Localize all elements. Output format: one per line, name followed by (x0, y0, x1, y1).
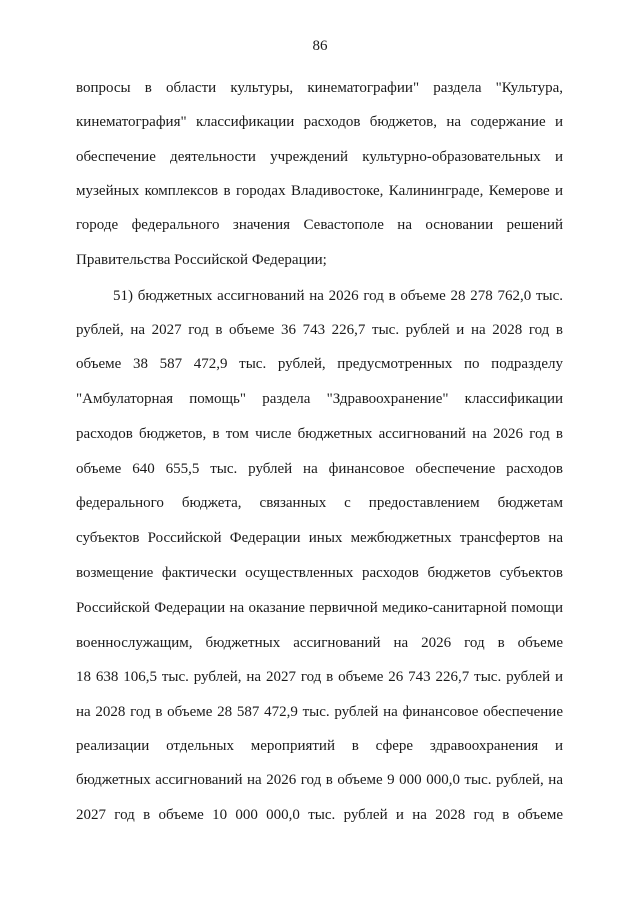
paragraph-first-line: 51) бюджетных ассигнований на 2026 год в объеме 28 278 762,0 тыс. (113, 288, 563, 304)
text-line: обеспечение деятельности учреждений культурно-образовательных и (76, 149, 563, 165)
text-line: "Амбулаторная помощь" раздела "Здравоохранение" классификации (76, 391, 563, 407)
text-line: 18 638 106,5 тыс. рублей, на 2027 год в объеме 26 743 226,7 тыс. рублей и (76, 669, 563, 685)
text-line: объеме 38 587 472,9 тыс. рублей, предусмотренных по подразделу (76, 356, 563, 372)
text-line: реализации отдельных мероприятий в сфере здравоохранения и (76, 738, 563, 754)
text-line: федерального бюджета, связанных с предоставлением бюджетам (76, 495, 563, 511)
text-line: Правительства Российской Федерации; (76, 252, 327, 268)
text-line: Российской Федерации на оказание первичной медико-санитарной помощи (76, 600, 563, 616)
text-line: вопросы в области культуры, кинематографии" раздела "Культура, (76, 80, 563, 96)
page-number: 86 (312, 38, 328, 54)
text-line: возмещение фактически осуществленных расходов бюджетов субъектов (76, 565, 563, 581)
text-line: кинематография" классификации расходов бюджетов, на содержание и (76, 114, 563, 130)
text-line: музейных комплексов в городах Владивостоке, Калининграде, Кемерове и (76, 183, 563, 199)
text-line: бюджетных ассигнований на 2026 год в объеме 9 000 000,0 тыс. рублей, на (76, 772, 563, 788)
text-line: военнослужащим, бюджетных ассигнований на 2026 год в объеме (76, 635, 563, 651)
text-line: расходов бюджетов, в том числе бюджетных ассигнований на 2026 год в (76, 426, 563, 442)
text-line: городе федерального значения Севастополе на основании решений (76, 217, 563, 233)
text-line: объеме 640 655,5 тыс. рублей на финансовое обеспечение расходов (76, 461, 563, 477)
text-line: 2027 год в объеме 10 000 000,0 тыс. рублей и на 2028 год в объеме (76, 807, 563, 823)
text-line: субъектов Российской Федерации иных межбюджетных трансфертов на (76, 530, 563, 546)
text-line: рублей, на 2027 год в объеме 36 743 226,7 тыс. рублей и на 2028 год в (76, 322, 563, 338)
text-line: на 2028 год в объеме 28 587 472,9 тыс. рублей на финансовое обеспечение (76, 704, 563, 720)
